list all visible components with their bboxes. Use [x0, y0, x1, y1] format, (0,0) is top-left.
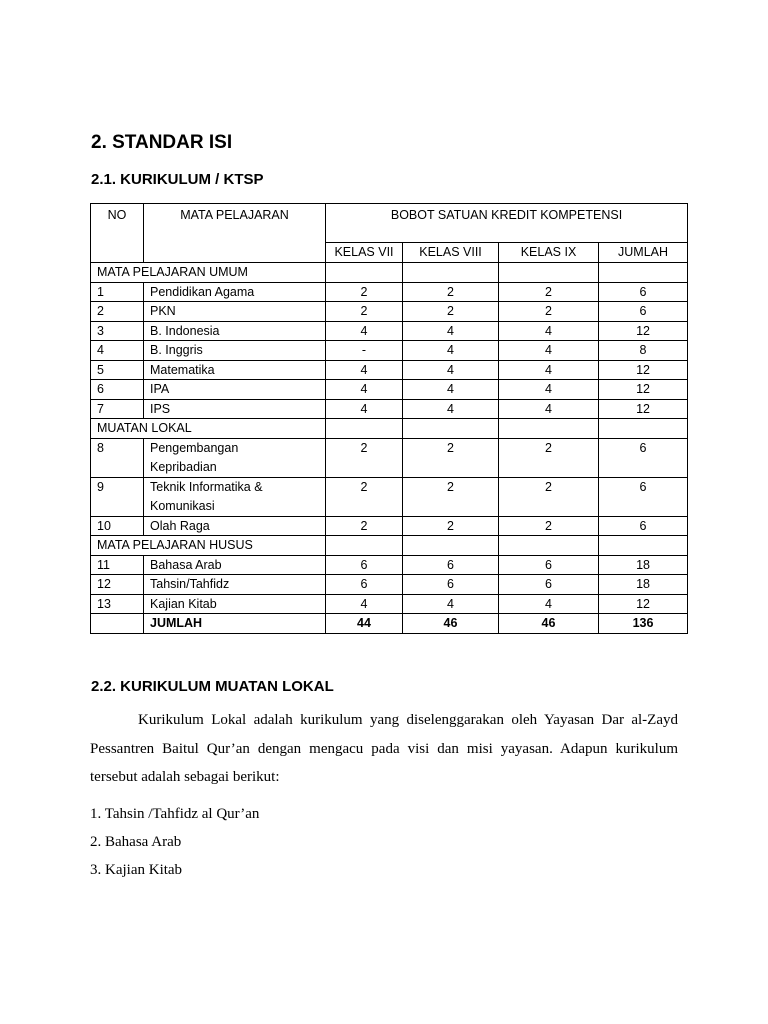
empty-cell: [326, 536, 403, 556]
header-credit-group: BOBOT SATUAN KREDIT KOMPETENSI: [326, 204, 688, 243]
table-row: [91, 282, 688, 302]
subject-cell: [144, 438, 326, 477]
section-title-cell: MUATAN LOKAL: [91, 419, 326, 439]
row-number-cell: 1: [91, 282, 144, 302]
empty-cell: [91, 614, 144, 634]
credit-value-cell: -: [326, 341, 403, 361]
row-number-cell: 4: [91, 341, 144, 361]
header-subject: MATA PELAJARAN: [144, 204, 326, 263]
credit-value-cell: 4: [403, 321, 499, 341]
table-row: [91, 594, 688, 614]
credit-value-cell: 2: [326, 282, 403, 302]
empty-cell: [499, 536, 599, 556]
credit-value-cell: 2: [403, 282, 499, 302]
table-row: [91, 575, 688, 595]
subject-cell: B. Indonesia: [144, 321, 326, 341]
credit-value-cell: 2: [499, 477, 599, 516]
table-row: [91, 399, 688, 419]
row-number-cell: 2: [91, 302, 144, 322]
row-number-cell: 13: [91, 594, 144, 614]
credit-value-cell: 4: [403, 341, 499, 361]
row-number-cell: 9: [91, 477, 144, 516]
empty-cell: [403, 263, 499, 283]
total-value-cell: 46: [403, 614, 499, 634]
table-header-row: [91, 204, 688, 243]
list-item: 1. Tahsin /Tahfidz al Qur’an: [90, 806, 260, 822]
credit-value-cell: 6: [499, 555, 599, 575]
credit-value-cell: 6: [599, 302, 688, 322]
credit-value-cell: 4: [326, 399, 403, 419]
subject-cell: Matematika: [144, 360, 326, 380]
credit-value-cell: 4: [499, 341, 599, 361]
section-title-cell: MATA PELAJARAN HUSUS: [91, 536, 326, 556]
credit-value-cell: 12: [599, 321, 688, 341]
credit-value-cell: 6: [403, 555, 499, 575]
credit-value-cell: 2: [326, 438, 403, 477]
paragraph-text: Kurikulum Lokal adalah kurikulum yang diselenggarakan oleh Yayasan Dar al-Zayd Pessantren Baitul Qur’an dengan mengacu pada visi dan misi yayasan. Adapun kurikulum tersebut adalah sebagai berikut:: [90, 712, 678, 785]
table-row: [91, 380, 688, 400]
empty-cell: [599, 536, 688, 556]
credit-value-cell: 4: [326, 321, 403, 341]
credit-value-cell: 2: [326, 516, 403, 536]
row-number-cell: 3: [91, 321, 144, 341]
header-kelas-viii: KELAS VIII: [403, 243, 499, 263]
table-row: [91, 341, 688, 361]
credit-value-cell: 6: [599, 516, 688, 536]
subject-cell: B. Inggris: [144, 341, 326, 361]
list-item: 3. Kajian Kitab: [90, 862, 183, 878]
curriculum-table: [90, 203, 688, 634]
subject-line: Kepribadian: [150, 459, 217, 474]
table-row: [91, 321, 688, 341]
empty-cell: [599, 419, 688, 439]
credit-value-cell: 18: [599, 575, 688, 595]
subject-line: Pengembangan: [150, 440, 239, 455]
credit-value-cell: 4: [403, 360, 499, 380]
header-jumlah: JUMLAH: [599, 243, 688, 263]
table-total-row: [91, 614, 688, 634]
empty-cell: [403, 419, 499, 439]
table-section-row: [91, 536, 688, 556]
credit-value-cell: 6: [326, 575, 403, 595]
row-number-cell: 6: [91, 380, 144, 400]
credit-value-cell: 4: [499, 399, 599, 419]
subsection-heading-local-curriculum: 2.2. KURIKULUM MUATAN LOKAL: [91, 678, 334, 695]
credit-value-cell: 4: [403, 380, 499, 400]
subject-cell: IPA: [144, 380, 326, 400]
credit-value-cell: 4: [499, 380, 599, 400]
empty-cell: [499, 263, 599, 283]
header-kelas-ix: KELAS IX: [499, 243, 599, 263]
row-number-cell: 8: [91, 438, 144, 477]
credit-value-cell: 4: [326, 380, 403, 400]
subject-line: Teknik Informatika &: [150, 479, 263, 494]
credit-value-cell: 12: [599, 399, 688, 419]
section-heading: 2. STANDAR ISI: [91, 132, 233, 153]
table-row: [91, 360, 688, 380]
credit-value-cell: 2: [403, 477, 499, 516]
credit-value-cell: 2: [499, 438, 599, 477]
total-value-cell: 46: [499, 614, 599, 634]
curriculum-list: [90, 800, 259, 884]
table-row: [91, 302, 688, 322]
credit-value-cell: 12: [599, 594, 688, 614]
credit-value-cell: 6: [599, 438, 688, 477]
credit-value-cell: 4: [499, 594, 599, 614]
empty-cell: [326, 419, 403, 439]
row-number-cell: 10: [91, 516, 144, 536]
row-number-cell: 12: [91, 575, 144, 595]
credit-value-cell: 6: [599, 477, 688, 516]
total-label-cell: JUMLAH: [144, 614, 326, 634]
credit-value-cell: 2: [499, 516, 599, 536]
subject-cell: Tahsin/Tahfidz: [144, 575, 326, 595]
credit-value-cell: 6: [403, 575, 499, 595]
credit-value-cell: 6: [326, 555, 403, 575]
total-value-cell: 44: [326, 614, 403, 634]
table-section-row: [91, 419, 688, 439]
subject-cell: PKN: [144, 302, 326, 322]
header-kelas-vii: KELAS VII: [326, 243, 403, 263]
credit-value-cell: 2: [499, 302, 599, 322]
credit-value-cell: 4: [403, 594, 499, 614]
subsection-heading-curriculum: 2.1. KURIKULUM / KTSP: [91, 171, 264, 188]
credit-value-cell: 6: [499, 575, 599, 595]
total-value-cell: 136: [599, 614, 688, 634]
table-row: [91, 555, 688, 575]
credit-value-cell: 2: [403, 438, 499, 477]
credit-value-cell: 2: [326, 477, 403, 516]
credit-value-cell: 18: [599, 555, 688, 575]
table-row: [91, 477, 688, 516]
credit-value-cell: 4: [499, 360, 599, 380]
subject-cell: Kajian Kitab: [144, 594, 326, 614]
row-number-cell: 11: [91, 555, 144, 575]
credit-value-cell: 2: [403, 516, 499, 536]
subject-cell: [144, 477, 326, 516]
empty-cell: [599, 263, 688, 283]
row-number-cell: 5: [91, 360, 144, 380]
row-number-cell: 7: [91, 399, 144, 419]
header-no: NO: [91, 204, 144, 263]
list-item: 2. Bahasa Arab: [90, 834, 182, 850]
credit-value-cell: 2: [326, 302, 403, 322]
empty-cell: [499, 419, 599, 439]
subject-cell: IPS: [144, 399, 326, 419]
subject-cell: Bahasa Arab: [144, 555, 326, 575]
body-paragraph: [90, 706, 678, 792]
subject-line: Komunikasi: [150, 498, 215, 513]
credit-value-cell: 4: [326, 360, 403, 380]
table-section-row: [91, 263, 688, 283]
subject-cell: Olah Raga: [144, 516, 326, 536]
empty-cell: [326, 263, 403, 283]
empty-cell: [403, 536, 499, 556]
credit-value-cell: 8: [599, 341, 688, 361]
credit-value-cell: 4: [326, 594, 403, 614]
credit-value-cell: 2: [403, 302, 499, 322]
curriculum-table-body: [91, 204, 688, 634]
section-title-cell: MATA PELAJARAN UMUM: [91, 263, 326, 283]
table-row: [91, 438, 688, 477]
credit-value-cell: 12: [599, 360, 688, 380]
subject-cell: Pendidikan Agama: [144, 282, 326, 302]
credit-value-cell: 4: [403, 399, 499, 419]
table-row: [91, 516, 688, 536]
credit-value-cell: 4: [499, 321, 599, 341]
credit-value-cell: 6: [599, 282, 688, 302]
credit-value-cell: 2: [499, 282, 599, 302]
credit-value-cell: 12: [599, 380, 688, 400]
